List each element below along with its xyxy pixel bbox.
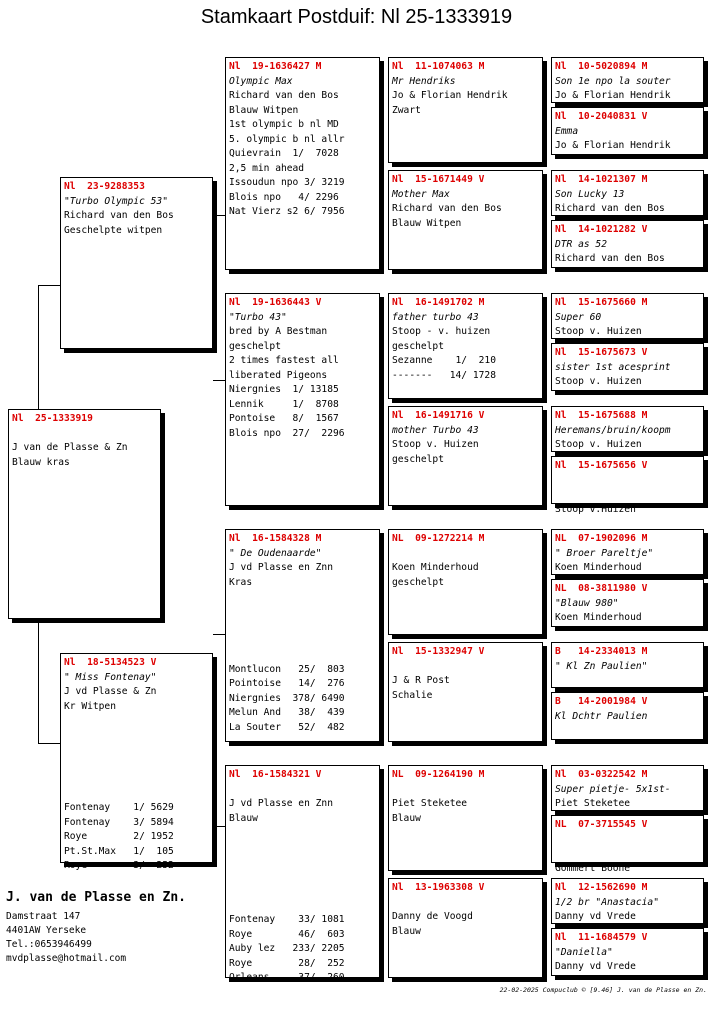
pigeon-card-fmm[interactable] (388, 406, 543, 506)
pigeon-name: "Turbo 43" (229, 311, 287, 323)
pigeon-info-line: Fontenay 3/ 5894 (64, 816, 174, 828)
pigeon-info-line: Blois npo 4/ 2296 (229, 191, 339, 203)
ring-number: Nl 10-2040831 V (555, 111, 648, 122)
pigeon-info-line: Blauw (392, 925, 421, 937)
pigeon-name: "Turbo Olympic 53" (64, 195, 168, 207)
pigeon-info-line (555, 847, 700, 862)
ring-number: Nl 16-1584328 M (229, 533, 322, 544)
pigeon-info-line: J vd Plasse & Zn (64, 686, 157, 697)
pigeon-card-mother[interactable] (60, 653, 213, 871)
pigeon-card-fmf[interactable] (388, 293, 543, 399)
ring-number: Nl 16-1491716 V (392, 410, 485, 421)
pigeon-info-line: Richard van den Bos (64, 210, 174, 221)
pigeon-info-line: Blauw Witpen (392, 217, 462, 229)
pigeon-info-line: Pontoise 8/ 1567 (229, 413, 339, 424)
pigeon-info-line (555, 488, 700, 503)
owner-phone: Tel.:0653946499 (6, 939, 92, 950)
pigeon-card-g6[interactable] (551, 343, 704, 391)
page-title: Stamkaart Postduif: Nl 25-1333919 (200, 6, 513, 28)
pigeon-info-line (64, 729, 209, 744)
ring-number: Nl 15-1671449 V (392, 174, 485, 185)
ring-number: Nl 15-1675656 V (555, 460, 648, 471)
pigeon-name: " De Oudenaarde" (229, 547, 322, 559)
owner-city: 4401AW Yerseke (6, 925, 87, 936)
pigeon-info-line: Auby lez 233/ 2205 (229, 943, 345, 954)
ring-number: Nl 16-1491702 M (392, 297, 485, 308)
pigeon-card-g9[interactable] (551, 529, 704, 575)
pigeon-name: Mr Hendriks (392, 75, 456, 87)
pigeon-info-line: Blauw (229, 812, 258, 824)
pigeon-name: Mother Max (392, 188, 450, 200)
pigeon-info-line: Fontenay 33/ 1081 (229, 914, 345, 925)
spacer (555, 833, 700, 848)
pigeon-info-line: Stoop v. Huizen (555, 376, 642, 387)
pigeon-card-mff[interactable] (388, 529, 543, 635)
pigeon-info-line (229, 899, 376, 914)
owner-address: Damstraat 147 (6, 911, 81, 922)
spacer (392, 783, 539, 798)
pigeon-info-line: Danny vd Vrede (555, 911, 636, 922)
owner-email: mvdplasse@hotmail.com (6, 953, 127, 964)
pigeon-name: Heremans/bruin/koopm (555, 424, 671, 436)
ring-number: Nl 18-5134523 V (64, 657, 157, 668)
pigeon-card-g16[interactable] (551, 928, 704, 976)
pigeon-info-line (229, 634, 376, 649)
pigeon-name: Kl Dchtr Paulien (555, 710, 648, 722)
spacer (392, 660, 539, 675)
pigeon-name: father turbo 43 (392, 311, 479, 323)
pigeon-info-line: Orleans 37/ 260 (229, 972, 345, 983)
pigeon-info-line: Roye 28/ 252 (229, 957, 345, 969)
pigeon-info-line: geschelpt (392, 340, 444, 352)
ring-number: NL 09-1264190 M (392, 769, 485, 780)
pigeon-info-line: geschelpt (392, 576, 444, 588)
pigeon-info-line: Fontenay 1/ 5629 (64, 802, 174, 813)
pigeon-info-line: La Souter 52/ 482 (229, 721, 345, 733)
pigeon-card-mm[interactable] (225, 765, 380, 983)
ring-number: Nl 15-1675673 V (555, 347, 648, 358)
pigeon-info-line (229, 605, 376, 620)
spacer (392, 896, 539, 911)
pigeon-name: "Daniella" (555, 946, 613, 958)
pigeon-info-line: Stoop v. Huizen (392, 439, 479, 450)
pigeon-card-g1[interactable] (551, 57, 704, 103)
pigeon-info-line: Piet Steketee (392, 798, 468, 809)
pigeon-info-line: Kr Witpen (64, 700, 116, 712)
footer-credit: 22-02-2025 Compuclub © [9.46] J. van de Plasse en Zn. (499, 986, 707, 994)
pigeon-info-line: Roye 2/ 1952 (64, 831, 174, 842)
pigeon-card-g14[interactable] (551, 815, 704, 874)
pigeon-card-main[interactable] (8, 409, 161, 619)
pigeon-name: sister 1st acesprint (555, 361, 671, 373)
pigeon-info-line: Richard van den Bos (229, 90, 339, 101)
pigeon-info-line (229, 826, 376, 841)
pigeon-info-line: Richard van den Bos (555, 253, 665, 264)
connector-line (38, 285, 60, 286)
pigeon-info-line: Blois npo 27/ 2296 (229, 427, 345, 439)
pigeon-name: DTR as 52 (555, 238, 607, 250)
ring-number: B 14-2001984 V (555, 696, 648, 707)
connector-line (38, 743, 60, 744)
pigeon-card-g13[interactable] (551, 765, 704, 811)
pigeon-info-line (64, 772, 209, 787)
pigeon-info-line: Stoop v. Huizen (555, 439, 642, 450)
pigeon-card-g8[interactable] (551, 456, 704, 515)
pigeon-info-line: J vd Plasse en Znn (229, 798, 333, 809)
pigeon-info-line: Stoop v.Huizen (555, 503, 636, 515)
pigeon-info-line: Niergnies 1/ 13185 (229, 384, 339, 395)
pigeon-info-line: Schalie (392, 689, 433, 701)
ring-number: NL 09-1272214 M (392, 533, 485, 544)
pigeon-info-line: Jo & Florian Hendrik (555, 90, 671, 101)
pigeon-info-line: Kras (229, 576, 253, 588)
pigeon-info-line: J & R Post (392, 675, 450, 686)
pigeon-name: " Miss Fontenay" (64, 671, 157, 683)
pigeon-info-line (229, 870, 376, 885)
pigeon-info-line: Blauw Witpen (229, 104, 299, 116)
pigeon-info-line: 2,5 min ahead (229, 162, 305, 174)
pigeon-info-line: Stoop v. Huizen (555, 326, 642, 337)
pigeon-info-line (229, 590, 376, 605)
pigeon-card-mmm[interactable] (388, 878, 543, 978)
pigeon-info-line: bred by A Bestman (229, 326, 328, 337)
ring-number: Nl 15-1332947 V (392, 646, 485, 657)
pigeon-card-g7[interactable] (551, 406, 704, 452)
pigeon-info-line (64, 758, 209, 773)
pigeon-info-line: 5. olympic b nl allr (229, 133, 345, 145)
ring-number: NL 08-3811980 V (555, 583, 648, 594)
pigeon-name: mother Turbo 43 (392, 424, 479, 436)
pigeon-card-ff[interactable] (225, 57, 380, 270)
ring-number: Nl 03-0322542 M (555, 769, 648, 780)
pigeon-info-line: Stoop - v. huizen (392, 326, 491, 337)
pigeon-info-line: J van de Plasse & Zn (12, 442, 128, 453)
ring-number: Nl 12-1562690 M (555, 882, 648, 893)
connector-line (213, 380, 225, 381)
spacer (392, 547, 539, 562)
pigeon-name: Super 60 (555, 311, 602, 323)
pigeon-card-fff[interactable] (388, 57, 543, 163)
pigeon-info-line: Koen Minderhoud (555, 612, 642, 623)
spacer (229, 783, 376, 798)
connector-line (213, 634, 225, 635)
pigeon-info-line: Blauw kras (12, 456, 70, 468)
ring-number: NL 07-1902096 M (555, 533, 648, 544)
pigeon-card-mf[interactable] (225, 529, 380, 742)
pigeon-info-line: Piet Steketee (555, 798, 631, 809)
pigeon-info-line: Niergnies 378/ 6490 (229, 692, 345, 704)
pigeon-card-g2[interactable] (551, 107, 704, 155)
owner-name: J. van de Plasse en Zn. (6, 890, 187, 905)
pigeon-info-line: Danny de Voogd (392, 911, 473, 922)
pigeon-info-line: liberated Pigeons (229, 369, 328, 381)
pigeon-info-line: Sezanne 1/ 210 (392, 355, 496, 366)
pigeon-info-line (229, 619, 376, 634)
pigeon-info-line: Danny vd Vrede (555, 961, 636, 972)
pigeon-name: 1/2 br "Anastacia" (555, 896, 659, 908)
pigeon-info-line: Lennik 1/ 8708 (229, 398, 339, 410)
pigeon-info-line: 1st olympic b nl MD (229, 119, 339, 130)
ring-number: Nl 10-5020894 M (555, 61, 648, 72)
ring-number: Nl 16-1584321 V (229, 769, 322, 780)
pigeon-card-g4[interactable] (551, 220, 704, 268)
ring-number: Nl 11-1684579 V (555, 932, 648, 943)
pigeon-info-line (12, 427, 157, 442)
pigeon-card-g3[interactable] (551, 170, 704, 216)
pigeon-card-ffm[interactable] (388, 170, 543, 270)
pigeon-name: Son 1e npo la souter (555, 75, 671, 87)
pigeon-info-line: Koen Minderhoud (555, 562, 642, 573)
pigeon-info-line: Koen Minderhoud (392, 562, 479, 573)
ring-number: Nl 15-1675660 M (555, 297, 648, 308)
pigeon-info-line: Nat Vierz s2 6/ 7956 (229, 206, 345, 217)
pigeon-name: "Blauw 980" (555, 597, 619, 609)
pigeon-info-line: J vd Plasse en Znn (229, 562, 333, 573)
pigeon-info-line: Pointoise 14/ 276 (229, 678, 345, 689)
pigeon-info-line: Jo & Florian Hendrik (555, 140, 671, 151)
pigeon-card-g15[interactable] (551, 878, 704, 924)
pigeon-name: Emma (555, 125, 579, 137)
connector-line (213, 826, 225, 827)
pigeon-info-line: ------- 14/ 1728 (392, 369, 496, 381)
ring-number: Nl 19-1636443 V (229, 297, 322, 308)
ring-number: NL 07-3715545 V (555, 819, 648, 830)
ring-number: Nl 15-1675688 M (555, 410, 648, 421)
ring-number: Nl 11-1074063 M (392, 61, 485, 72)
pigeon-name: " Kl Zn Paulien" (555, 660, 648, 672)
pigeon-card-father[interactable] (60, 177, 213, 349)
ring-number: B 14-2334013 M (555, 646, 648, 657)
pigeon-info-line: Pt.St.Max 1/ 105 (64, 845, 174, 857)
ring-number: Nl 23-9288353 (64, 181, 145, 192)
ring-number: Nl 25-1333919 (12, 413, 93, 424)
pigeon-info-line (64, 787, 209, 802)
pigeon-info-line: Issoudun npo 3/ 3219 (229, 177, 345, 188)
pigeon-info-line (64, 743, 209, 758)
pigeon-info-line: 2 times fastest all (229, 355, 339, 366)
spacer (555, 474, 700, 489)
pigeon-card-g11[interactable] (551, 642, 704, 688)
pigeon-info-line (229, 855, 376, 870)
pigeon-name: Super pietje- 5x1st- (555, 783, 671, 795)
pigeon-info-line: geschelpt (229, 340, 281, 352)
pigeon-info-line: Gommert Boone (555, 862, 631, 874)
pigeon-card-mfm[interactable] (388, 642, 543, 742)
pigeon-info-line: Montlucon 25/ 803 (229, 663, 345, 675)
pigeon-name: Son Lucky 13 (555, 188, 625, 200)
pigeon-card-g10[interactable] (551, 579, 704, 627)
pigeon-info-line (229, 884, 376, 899)
ring-number: Nl 13-1963308 V (392, 882, 485, 893)
pigeon-card-g5[interactable] (551, 293, 704, 339)
pigeon-info-line (229, 648, 376, 663)
pigeon-info-line: Blauw (392, 812, 421, 824)
pigeon-info-line (229, 841, 376, 856)
pigeon-name: Olympic Max (229, 75, 293, 87)
pigeon-info-line: Roye 46/ 603 (229, 928, 345, 940)
ring-number: Nl 14-1021307 M (555, 174, 648, 185)
ring-number: Nl 14-1021282 V (555, 224, 648, 235)
pigeon-info-line: Richard van den Bos (555, 203, 665, 214)
connector-line (213, 215, 225, 216)
pigeon-info-line: Melun And 38/ 439 (229, 707, 345, 718)
pigeon-info-line: Jo & Florian Hendrik (392, 90, 508, 101)
pigeon-name: " Broer Pareltje" (555, 547, 654, 559)
pigeon-card-g12[interactable] (551, 692, 704, 740)
pigeon-info-line: Quievrain 1/ 7028 (229, 148, 339, 159)
ring-number: Nl 19-1636427 M (229, 61, 322, 72)
pigeon-info-line: Richard van den Bos (392, 203, 502, 214)
pigeon-info-line: geschelpt (392, 453, 444, 465)
pigeon-card-fm[interactable] (225, 293, 380, 506)
pigeon-info-line: Geschelpte witpen (64, 224, 163, 236)
pigeon-info-line: Zwart (392, 104, 421, 116)
pigeon-info-line (64, 714, 209, 729)
pigeon-info-line: Roye 3/ 252 (64, 860, 174, 871)
pigeon-card-mmf[interactable] (388, 765, 543, 871)
